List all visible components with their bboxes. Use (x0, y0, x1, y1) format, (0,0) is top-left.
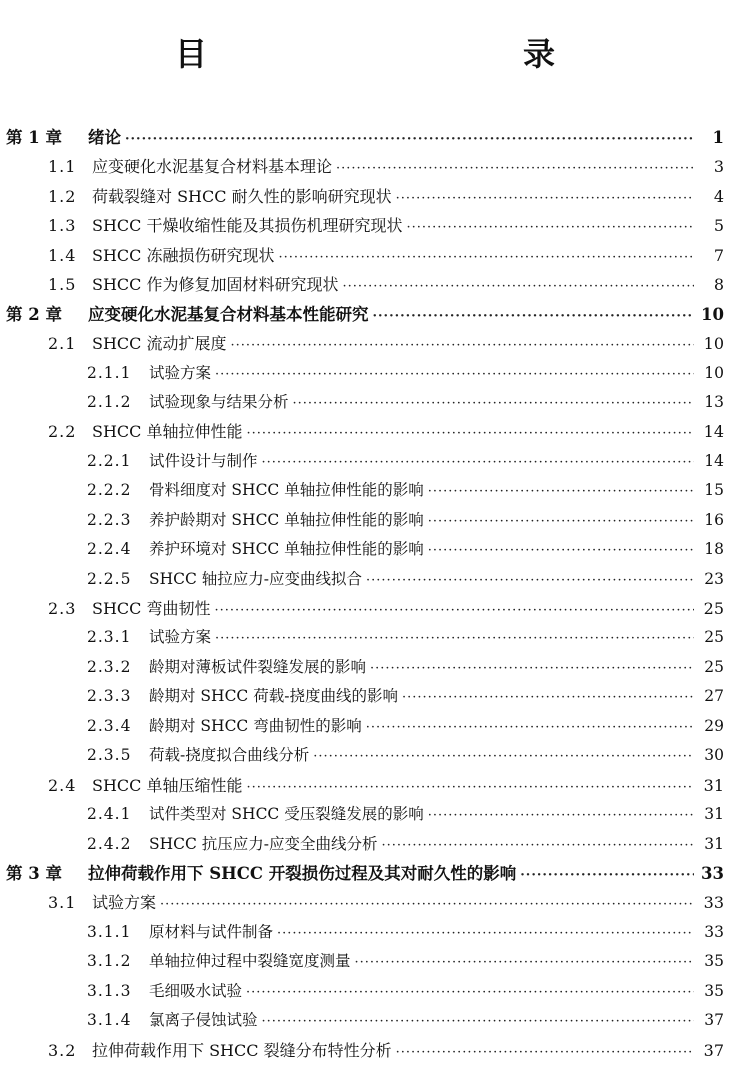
toc-entry-title: 拉伸荷载作用下 SHCC 开裂损伤过程及其对耐久性的影响 (88, 863, 517, 883)
toc-entry-subsection[interactable] (0, 388, 730, 417)
toc-entry-page: 27 (704, 687, 724, 706)
toc-leader-dots (520, 861, 694, 888)
toc-entry-number: 1.2 (48, 186, 77, 206)
toc-entry-number: 1.3 (48, 216, 77, 236)
toc-entry-title: 氯离子侵蚀试验 (149, 1011, 258, 1030)
toc-leader-dots (402, 683, 694, 711)
toc-entry-number: 2.2.1 (87, 451, 132, 470)
toc-leader-dots (428, 536, 694, 564)
toc-entry-number: 3.1.3 (87, 981, 132, 1000)
toc-entry-number: 3.1.4 (87, 1011, 132, 1030)
toc-leader-dots (293, 389, 694, 417)
toc-entry-title: 龄期对 SHCC 荷载-挠度曲线的影响 (149, 687, 398, 706)
toc-entry-subsection[interactable] (0, 741, 730, 770)
toc-entry-title: 试验方案 (149, 628, 212, 647)
toc-entry-page: 33 (703, 893, 724, 913)
toc-entry-number: 2.3.3 (87, 687, 132, 706)
toc-entry-page: 3 (713, 157, 724, 177)
toc-entry-number: 2.4 (48, 775, 77, 795)
toc-entry-section[interactable] (0, 152, 730, 181)
toc-entry-section[interactable] (0, 888, 730, 917)
toc-entry-page: 31 (704, 834, 724, 853)
toc-entry-chapter[interactable] (0, 859, 730, 888)
toc-entry-title: 应变硬化水泥基复合材料基本理论 (92, 157, 333, 177)
toc-entry-section[interactable] (0, 182, 730, 211)
toc-entry-title: 荷载裂缝对 SHCC 耐久性的影响研究现状 (92, 186, 392, 206)
toc-entry-page: 16 (704, 510, 724, 529)
toc-leader-dots (215, 596, 695, 623)
toc-entry-title: SHCC 轴拉应力-应变曲线拟合 (149, 569, 363, 588)
toc-entry-section[interactable] (0, 270, 730, 299)
toc-entry-number: 2.2.4 (87, 540, 132, 559)
page-title: 目 录 (174, 35, 639, 73)
toc-entry-title: 毛细吸水试验 (149, 981, 243, 1000)
toc-leader-dots (373, 302, 695, 329)
toc-entry-page: 25 (704, 657, 724, 676)
toc-entry-page: 10 (704, 363, 724, 382)
toc-entry-page: 10 (703, 334, 724, 354)
toc-entry-subsection[interactable] (0, 947, 730, 976)
toc-entry-number: 3.1.1 (87, 922, 132, 941)
toc-entry-section[interactable] (0, 417, 730, 446)
toc-entry-subsection[interactable] (0, 565, 730, 594)
toc-entry-subsection[interactable] (0, 918, 730, 947)
toc-entry-page: 31 (704, 805, 724, 824)
toc-leader-dots (125, 125, 694, 152)
toc-leader-dots (247, 773, 695, 800)
toc-entry-page: 33 (701, 863, 724, 883)
toc-entry-page: 31 (703, 775, 724, 795)
toc-entry-section[interactable] (0, 594, 730, 623)
toc-entry-number: 3.1 (48, 893, 77, 913)
toc-entry-section[interactable] (0, 211, 730, 240)
toc-entry-number: 第 1 章 (6, 128, 62, 147)
toc-entry-title: SHCC 流动扩展度 (92, 334, 227, 354)
toc-entry-number: 1.1 (48, 157, 77, 177)
toc-entry-number: 2.4.2 (87, 834, 132, 853)
toc-entry-subsection[interactable] (0, 682, 730, 711)
toc-leader-dots (246, 978, 694, 1006)
toc-entry-section[interactable] (0, 329, 730, 358)
toc-entry-subsection[interactable] (0, 476, 730, 505)
toc-entry-page: 35 (704, 981, 724, 1000)
toc-leader-dots (355, 948, 694, 976)
toc-entry-title: SHCC 单轴压缩性能 (92, 775, 243, 795)
toc-entry-page: 4 (713, 186, 724, 206)
toc-entry-number: 2.2.3 (87, 510, 132, 529)
toc-entry-title: 龄期对 SHCC 弯曲韧性的影响 (149, 716, 362, 735)
toc-entry-page: 5 (713, 216, 724, 236)
toc-entry-number: 2.4.1 (87, 805, 132, 824)
toc-entry-subsection[interactable] (0, 830, 730, 859)
toc-entry-number: 第 2 章 (6, 304, 62, 324)
toc-entry-page: 7 (713, 245, 724, 265)
toc-entry-title: 骨料细度对 SHCC 单轴拉伸性能的影响 (149, 481, 424, 500)
toc-leader-dots (262, 1007, 694, 1035)
toc-leader-dots (160, 890, 694, 917)
toc-entry-number: 2.3 (48, 599, 77, 618)
toc-entry-title: SHCC 弯曲韧性 (92, 599, 211, 618)
toc-entry-number: 2.3.4 (87, 716, 132, 735)
toc-leader-dots (366, 713, 694, 741)
toc-entry-number: 2.2.2 (87, 481, 132, 500)
toc-entry-subsection[interactable] (0, 1006, 730, 1035)
toc-entry-number: 3.2 (48, 1040, 77, 1060)
toc-leader-dots (247, 419, 695, 446)
toc-entry-section[interactable] (0, 1036, 730, 1065)
toc-leader-dots (313, 742, 694, 770)
toc-entry-page: 15 (704, 481, 724, 500)
toc-entry-page: 25 (704, 628, 724, 647)
toc-entry-subsection[interactable] (0, 623, 730, 652)
toc-leader-dots (396, 1038, 694, 1065)
toc-leader-dots (407, 213, 695, 240)
toc-leader-dots (279, 243, 695, 270)
toc-entry-number: 1.4 (48, 245, 77, 265)
toc-entry-number: 2.3.5 (87, 746, 132, 765)
toc-entry-page: 33 (704, 922, 724, 941)
toc-entry-title: 应变硬化水泥基复合材料基本性能研究 (88, 304, 369, 324)
toc-entry-page: 8 (713, 275, 724, 295)
toc-entry-number: 2.2.5 (87, 569, 132, 588)
toc-leader-dots (231, 331, 695, 358)
toc-entry-title: 龄期对薄板试件裂缝发展的影响 (149, 657, 367, 676)
toc-entry-page: 18 (704, 540, 724, 559)
toc-leader-dots (428, 477, 694, 505)
toc-entry-title: 养护龄期对 SHCC 单轴拉伸性能的影响 (149, 510, 424, 529)
toc-entry-title: 拉伸荷载作用下 SHCC 裂缝分布特性分析 (92, 1040, 392, 1060)
toc-entry-section[interactable] (0, 241, 730, 270)
toc-leader-dots (366, 566, 694, 594)
toc-entry-number: 2.1.1 (87, 363, 132, 382)
toc-leader-dots (428, 507, 694, 535)
toc-entry-page: 14 (704, 451, 724, 470)
toc-entry-number: 1.5 (48, 275, 77, 295)
toc-leader-dots (215, 360, 694, 388)
toc-entry-page: 25 (703, 599, 724, 618)
toc-entry-page: 37 (703, 1040, 724, 1060)
toc-leader-dots (428, 801, 694, 829)
toc-entry-title: 单轴拉伸过程中裂缝宽度测量 (149, 952, 351, 971)
toc-entry-title: SHCC 作为修复加固材料研究现状 (92, 275, 339, 295)
toc-entry-number: 2.2 (48, 422, 77, 442)
toc-entry-subsection[interactable] (0, 800, 730, 829)
toc-entry-number: 第 3 章 (6, 863, 62, 883)
toc-entry-title: SHCC 冻融损伤研究现状 (92, 245, 275, 265)
toc-entry-page: 30 (704, 746, 724, 765)
toc-entry-number: 3.1.2 (87, 952, 132, 971)
toc-entry-page: 13 (704, 392, 724, 411)
toc-entry-title: SHCC 抗压应力-应变全曲线分析 (149, 834, 378, 853)
toc-leader-dots (215, 624, 694, 652)
toc-entry-subsection[interactable] (0, 977, 730, 1006)
toc-entry-title: SHCC 单轴拉伸性能 (92, 422, 243, 442)
toc-entry-subsection[interactable] (0, 712, 730, 741)
toc-entry-number: 2.1 (48, 334, 77, 354)
toc-entry-number: 2.3.1 (87, 628, 132, 647)
toc-entry-number: 2.1.2 (87, 392, 132, 411)
toc-entry-title: 试验现象与结果分析 (149, 392, 289, 411)
toc-leader-dots (396, 184, 694, 211)
toc-leader-dots (277, 919, 694, 947)
toc-entry-title: 养护环境对 SHCC 单轴拉伸性能的影响 (149, 540, 424, 559)
toc-entry-section[interactable] (0, 771, 730, 800)
toc-entry-subsection[interactable] (0, 506, 730, 535)
toc-leader-dots (262, 448, 694, 476)
toc-entry-subsection[interactable] (0, 535, 730, 564)
toc-entry-title: SHCC 干燥收缩性能及其损伤机理研究现状 (92, 216, 403, 236)
toc-entry-page: 14 (703, 422, 724, 442)
toc-entry-page: 23 (704, 569, 724, 588)
toc-entry-title: 试验方案 (149, 363, 212, 382)
toc-entry-chapter[interactable] (0, 300, 730, 329)
toc-leader-dots (336, 154, 694, 181)
toc-entry-title: 试件类型对 SHCC 受压裂缝发展的影响 (149, 805, 424, 824)
toc-leader-dots (382, 831, 694, 859)
toc-entry-subsection[interactable] (0, 653, 730, 682)
toc-entry-page: 10 (701, 304, 724, 324)
toc-entry-title: 原材料与试件制备 (149, 922, 274, 941)
toc-entry-number: 2.3.2 (87, 657, 132, 676)
toc-entry-title: 绪论 (88, 128, 121, 147)
toc-entry-page: 29 (704, 716, 724, 735)
toc-entry-title: 试件设计与制作 (149, 451, 258, 470)
toc-entry-subsection[interactable] (0, 359, 730, 388)
toc-entry-page: 1 (712, 128, 724, 147)
table-of-contents (0, 123, 730, 1065)
toc-entry-subsection[interactable] (0, 447, 730, 476)
toc-entry-page: 37 (704, 1011, 724, 1030)
toc-entry-page: 35 (704, 952, 724, 971)
toc-entry-title: 荷载-挠度拟合曲线分析 (149, 746, 310, 765)
toc-leader-dots (370, 654, 694, 682)
toc-entry-chapter[interactable] (0, 123, 730, 152)
toc-leader-dots (343, 272, 695, 299)
toc-entry-title: 试验方案 (92, 893, 157, 913)
